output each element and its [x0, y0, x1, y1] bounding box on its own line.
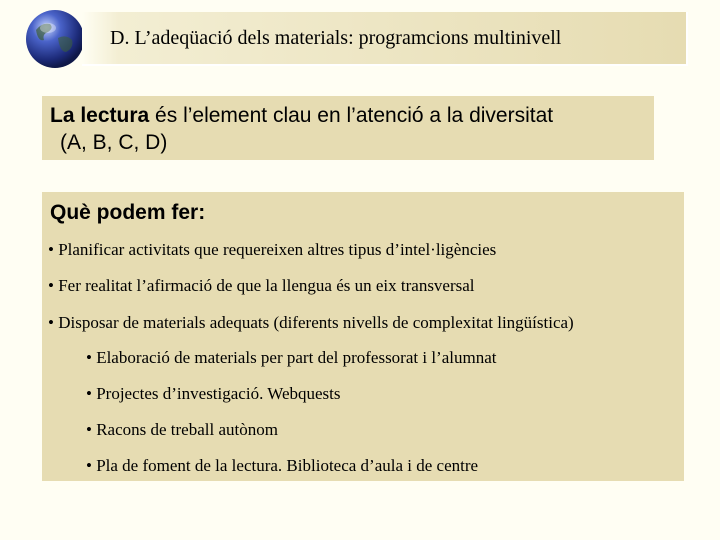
intro-second-line: (A, B, C, D) [60, 131, 168, 154]
intro-box [42, 96, 654, 160]
intro-text: és l’element clau en l’atenció a la diversitat [149, 104, 554, 127]
list-item: • Planificar activitats que requereixen altres tipus d’intel·ligències [48, 240, 497, 259]
main-content-box [42, 192, 684, 481]
globe-icon [24, 8, 86, 70]
sub-list-item: • Elaboració de materials per part del professorat i l’alumnat [86, 348, 497, 367]
sub-list-item: • Projectes d’investigació. Webquests [86, 384, 341, 403]
sub-list-item: • Pla de foment de la lectura. Biblioteca d’aula i de centre [86, 456, 479, 475]
list-item: • Disposar de materials adequats (diferents nivells de complexitat lingüística) [48, 313, 574, 332]
page-title: D. L’adeqüació dels materials: programcions multinivell [110, 26, 562, 49]
section-heading: Què podem fer: [50, 201, 206, 224]
list-item: • Fer realitat l’afirmació de que la llengua és un eix transversal [48, 276, 475, 295]
title-bar [82, 12, 688, 66]
sub-list-item: • Racons de treball autònom [86, 420, 278, 439]
intro-bold-text: La lectura [50, 104, 150, 127]
